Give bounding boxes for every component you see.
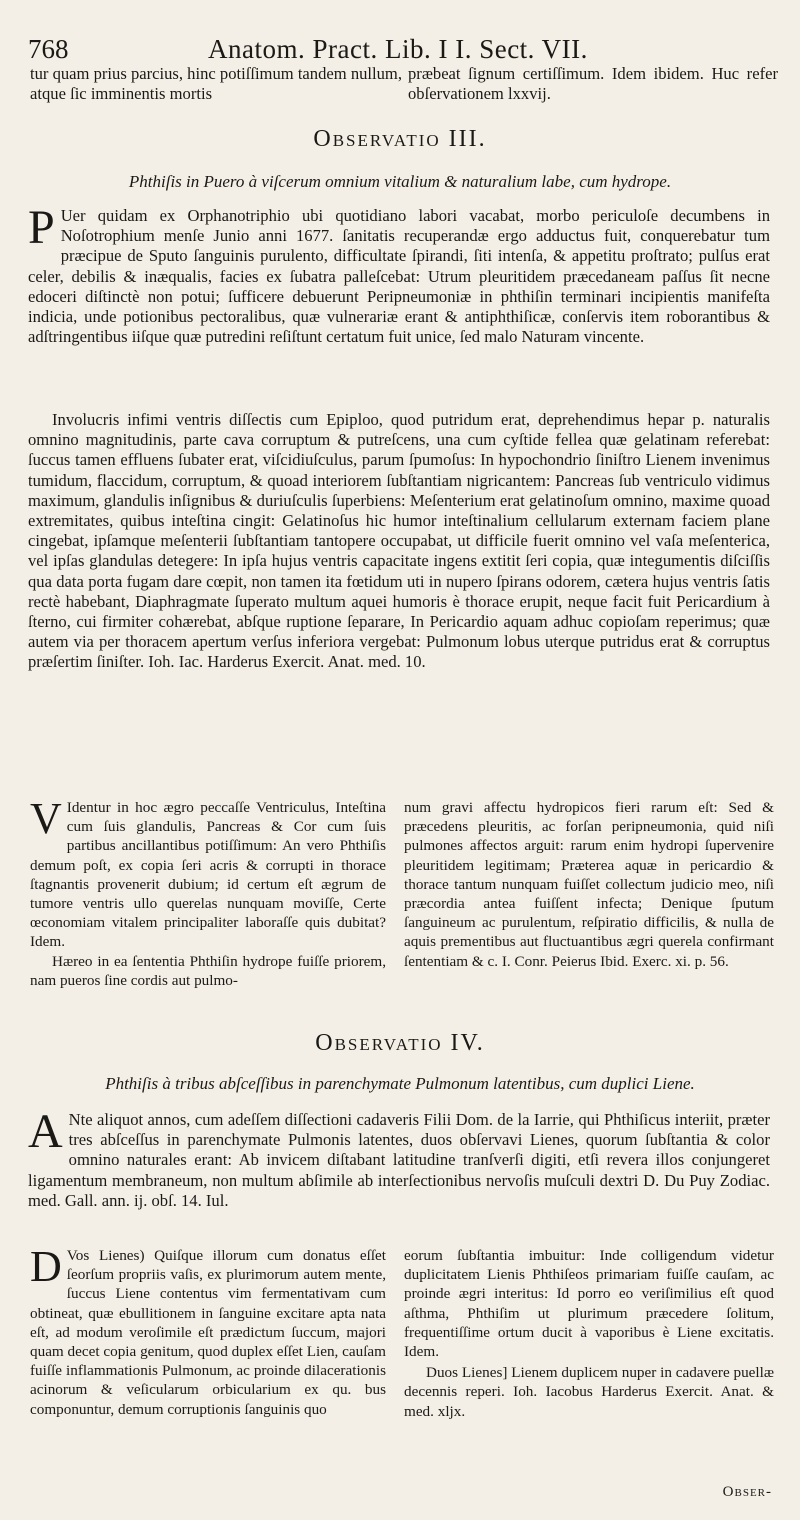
- obs4-scholium-left: [30, 1242, 386, 1419]
- obs3-subtitle: Phthiſis in Puero à viſcerum omnium vitalium & naturalium labe, cum hydrope.: [128, 172, 672, 191]
- obs3-scholium-right: num gravi affectu hydropicos fieri rarum eſt: Sed & præcedens pleuritis, ac forſan peripneumonia, quid niſi pulmones affectos arguit: rarum enim hydropi ſupervenire pleuritidem legitimam; Præterea aquæ in pericardio & thorace tantum nunquam fuiſſet collectum judicio meo, niſi præcordia antea fuiſſent infecta; Denique ſputum ſanguineum ac purulentum, reſpiratio difficilis, & nulla de aquis prementibus aut fluctuantibus ægri querela confirmant ſententiam & c. I. Conr. Peierus Ibid. Exerc. xi. p. 56.: [404, 799, 774, 970]
- obs3-p1-text: Uer quidam ex Orphanotriphio ubi quotidiano labori vacabat, morbo periculoſe decumbens in Noſotrophium menſe Junio anni 1677. ſanitatis recuperandæ ergo adductus fuit, conquerebatur tum præcipue de Sputo ſanguinis purulento, difficultate ſpirandi, ſiti intenſa, & appetitu proſtrato; pulſus erat celer, debilis & inæqualis, facies ex ſubatra palleſcebat: Utrum pleuritidem præcedaneam paſſus ſit necne edoceri diſtinctè non potui; ſufficere debuerunt Peripneumoniæ in phthiſin terminari incipientis manifeſta indicia, unde potionibus pectoralibus, quæ vulnerariæ erant & antiphthiſicæ, conſervis item roborantibus & adſtringentibus iiſque quæ putredini reſiſtunt certatum fuit unice, ſed malo Naturam vincente.: [28, 206, 770, 347]
- page-number: 768: [28, 34, 69, 64]
- obs4-subtitle: Phthiſis à tribus abſceſſibus in parenchymate Pulmonum latentibus, cum duplici Liene.: [105, 1074, 695, 1093]
- obs3-paragraph-1: [28, 201, 770, 347]
- drop-cap: P: [28, 201, 55, 254]
- drop-cap: V: [30, 794, 62, 843]
- carryover-left: tur quam prius parcius, hinc potiſſimum tandem nullum, atque ſic imminentis mortis: [30, 64, 402, 104]
- obs4-p1-text: Nte aliquot annos, cum adeſſem diſſectioni cadaveris Filii Dom. de la Iarrie, qui Phthiſicus interiit, præter tres abſceſſus in parenchymate Pulmonis latentes, duos obſervavi Lienes, quorum ſubſtantia & color omnino naturales erant: Ab invicem diſtabant latitudine tranſverſi digiti, etſi revera illos conjungeret ligamentum membraneum, non multum abſimile ab interſectionibus nervoſis muſculi dextri D. Du Puy Zodiac. med. Gall. ann. ij. obſ. 14. Iul.: [28, 1110, 770, 1210]
- obs4-scholium-right-text-2: Duos Lienes] Lienem duplicem nuper in cadavere puellæ decennis reperi. Ioh. Iacobus Harderus Exercit. Anat. & med. xljx.: [404, 1364, 774, 1420]
- carryover-right: præbeat ſignum certiſſimum. Idem ibidem. Huc refer obſervationem lxxvij.: [408, 64, 778, 104]
- obs4-paragraph-1: [28, 1105, 770, 1211]
- catchword: Obser-: [722, 1484, 772, 1500]
- obs4-title: Observatio IV.: [315, 1030, 485, 1056]
- drop-cap: A: [28, 1105, 63, 1158]
- obs3-title: Observatio III.: [313, 126, 487, 152]
- obs3-scholium-left-text-2: Hæreo in ea ſententia Phthiſin hydrope fuiſſe priorem, nam pueros ſine cordis aut pulmo-: [30, 952, 386, 989]
- obs4-scholium-left-text: Vos Lienes) Quiſque illorum cum donatus eſſet ſeorſum propriis vaſis, ex plurimorum autem mente, ſuccus Liene contentus vim fermentativam cum obtineat, quæ ebullitionem in ſanguine excitare apta nata eſt, ad modum veroſimile eſt prædictum ſuccum, majori quam decet copia genitum, quod duplex eſſet Lien, cauſam fuiſſe inflammationis Pulmonum, ac proinde dilacerationis acinorum & veſicularum orbicularium ex qu. bus componuntur, demum corruptionis ſanguinis quo: [30, 1247, 386, 1418]
- drop-cap: D: [30, 1242, 62, 1291]
- obs4-scholium-right: [404, 1246, 774, 1421]
- running-head: Anatom. Pract. Lib. I I. Sect. VII.: [208, 34, 588, 64]
- obs4-scholium-right-text: eorum ſubſtantia imbuitur: Inde colligendum videtur duplicitatem Lienis Phthiſeos primariam fuiſſe cauſam, ac proinde ægri interitus: Id porro eo veriſimilius eſt quod aſthma, Phthiſim ut plurimum præcedere ſolitum, frequentiſſime ortum ducit à vaporibus è Liene excitatis. Idem.: [404, 1247, 774, 1361]
- obs3-scholium-left: [30, 794, 386, 990]
- obs3-paragraph-2: Involucris infimi ventris diſſectis cum Epiploo, quod putridum erat, deprehendimus hepar p. naturalis omnino magnitudinis, parte cava corruptum & putreſcens, una cum cyſtide fellea quæ gelatinam referebat: ſuccus tamen effluens ſubater erat, viſcidiuſculus, parum ſpumoſus: In hypochondrio ſiniſtro Lienem invenimus tumidum, flaccidum, corruptum, & quoad interiorem ſubſtantiam nigricantem: Pancreas ſub ventriculo vidimus maximum, glandulis inſignibus & duriuſculis ſuperbiens: Meſenterium erat gelatinoſum omnino, maxime quoad extremitates, quibus inteſtina cingit: Gelatinoſus hic humor inteſtinalium cellularum externam faciem plane cingebat, ipſamque meſenterii ſubſtantiam tantopere occupabat, ut difficile fuerit omnino vel vaſa meſenterica, vel ipſas glandulas detegere: In ipſa hujus ventris capacitate ingens extitit ſeri copia, quæ integumentis diſciſſis qua data porta fugam dare cœpit, non tamen ita fœtidum uti in nupero ſpirans odorem, cætera hujus ventris ſatis rectè habebant, Diaphragmate ſuperato multum aquei humoris è thorace erupit, neque facit fuit Pericardium à ſterno, cui firmiter cohærebat, abſque ruptione ſeparare, In Pericardio aquam adhuc copioſam reperimus; quæ autem via per thoracem apertum verſus inferiora vergebat: Pulmonum lobus uterque putridus erat & corruptus præſertim ſiniſter. Ioh. Iac. Harderus Exercit. Anat. med. 10.: [28, 410, 770, 672]
- obs3-scholium-left-text: Identur in hoc ægro peccaſſe Ventriculus, Inteſtina cum ſuis glandulis, Pancreas & Cor cum ſuis partibus ancillantibus potiſſimum: An vero Phthiſis demum poſt, ex copia ſeri acris & corrupti in thorace ſtagnantis provenerit dubium; id certum eſt ægrum de tumore ventris ullo querelas nunquam moviſſe, Certe œconomiam vitalem principaliter laboraſſe quis dubitat? Idem.: [30, 799, 386, 951]
